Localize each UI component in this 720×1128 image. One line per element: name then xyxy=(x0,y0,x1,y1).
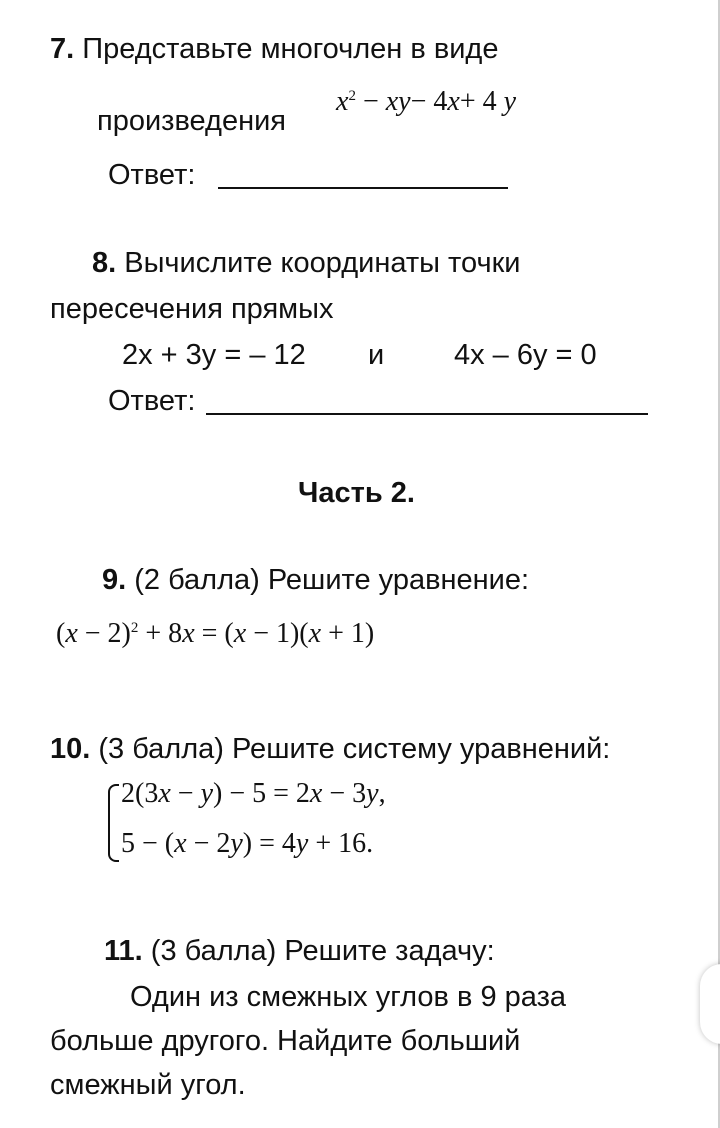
q10-line xyxy=(50,732,610,766)
q11-text: (3 балла) Решите задачу: xyxy=(150,935,495,967)
q11-problem-line3: смежный угол. xyxy=(50,1069,246,1101)
q7-text-line1: Представьте многочлен в виде xyxy=(82,33,499,65)
q8-number: 8. xyxy=(92,247,117,279)
q7-number: 7. xyxy=(50,33,75,65)
q10-number: 10. xyxy=(50,733,91,765)
q9-line xyxy=(102,563,529,597)
q7-answer-label: Ответ: xyxy=(108,159,196,191)
q10-equation-2: 5 − (x − 2y) = 4y + 16. xyxy=(121,828,374,859)
q9-equation: $(x - 2)^2 + 8x = (x - 1)(x + 1)$ xyxy=(56,618,375,649)
q8-text-line1: Вычислите координаты точки xyxy=(124,247,521,279)
scroll-handle[interactable] xyxy=(700,964,720,1044)
q9-text: (2 балла) Решите уравнение: xyxy=(134,564,530,596)
q8-equation-2: 4х – 6у = 0 xyxy=(454,339,597,371)
q7-line1 xyxy=(50,32,498,66)
q9-number: 9. xyxy=(102,564,127,596)
q8-answer-line xyxy=(206,413,648,415)
q7-answer-line xyxy=(218,187,508,189)
q11-problem-line2: больше другого. Найдите больший xyxy=(50,1025,521,1057)
q8-text-line2: пересечения прямых xyxy=(50,293,334,325)
q8-equation-1: 2х + 3у = – 12 xyxy=(122,339,306,371)
q7-polynomial: $x^2 - xy- 4x+ 4$ y xyxy=(336,86,517,117)
q8-answer-label: Ответ: xyxy=(108,385,196,417)
q8-conjunction: и xyxy=(368,339,385,371)
q10-text: (3 балла) Решите систему уравнений: xyxy=(98,733,611,765)
q11-line xyxy=(104,934,495,968)
q8-line1 xyxy=(92,246,521,280)
part2-title: Часть 2. xyxy=(298,477,415,509)
q7-text-line2: произведения xyxy=(97,105,286,137)
q11-number: 11. xyxy=(104,935,143,967)
q11-problem-line1: Один из смежных углов в 9 раза xyxy=(130,981,567,1013)
q10-system-brace xyxy=(108,784,119,862)
q10-equation-1: 2(3x − y) − 5 = 2x − 3y, xyxy=(121,778,386,809)
